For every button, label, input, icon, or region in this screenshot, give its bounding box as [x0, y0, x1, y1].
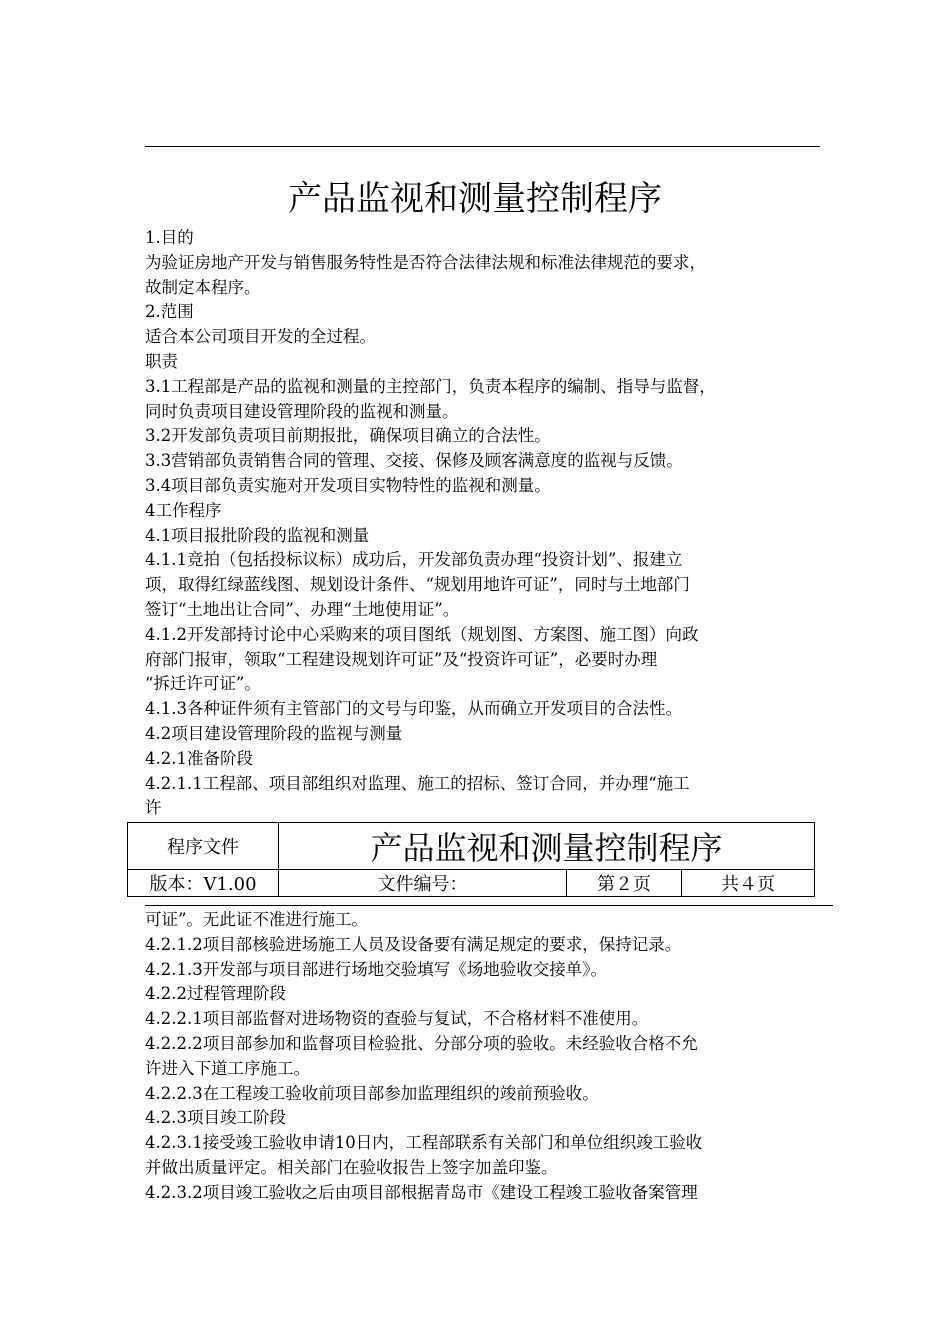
text-line: 适合本公司项目开发的全过程。: [145, 327, 376, 347]
footer-doc-title: 产品监视和测量控制程序: [279, 823, 815, 870]
page-separator-rule: [145, 905, 833, 906]
text-line: 4.2.2.1项目部监督对进场物资的查验与复试，不合格材料不准使用。: [145, 1009, 649, 1029]
text-line: 4.1.2开发部持讨论中心采购来的项目图纸（规划图、方案图、施工图）向政: [145, 624, 699, 644]
text-line: 项，取得红绿蓝线图、规划设计条件、“规划用地许可证”，同时与土地部门: [145, 575, 690, 595]
text-line: 4.2.3.2项目竣工验收之后由项目部根据青岛市《建设工程竣工验收备案管理: [145, 1182, 698, 1202]
page1-body: [145, 226, 820, 821]
text-line: 4.1项目报批阶段的监视和测量: [145, 525, 370, 545]
text-line: 4.1.3各种证件须有主管部门的文号与印鉴，从而确立开发项目的合法性。: [145, 699, 682, 719]
text-line: 府部门报审，领取“工程建设规划许可证”及“投资许可证”，必要时办理: [145, 649, 658, 669]
footer-table: [127, 822, 815, 897]
text-line: 1.目的: [145, 228, 194, 247]
footer-version: 版本：V1.00: [128, 870, 279, 897]
text-line: 3.4项目部负责实施对开发项目实物特性的监视和测量。: [145, 475, 551, 495]
text-line: “拆迁许可证”。: [145, 674, 261, 694]
text-line: 许进入下道工序施工。: [145, 1058, 310, 1078]
page2-body: [145, 908, 820, 1206]
text-line: 故制定本程序。: [145, 277, 261, 297]
text-line: 职责: [145, 351, 178, 371]
text-line: 4.2.2.3在工程竣工验收前项目部参加监理组织的竣前预验收。: [145, 1083, 599, 1103]
footer-page: 第２页: [567, 870, 682, 897]
text-line: 可证”。无此证不准进行施工。: [145, 910, 368, 929]
text-line: 4.2.1.1工程部、项目部组织对监理、施工的招标、签订合同，并办理“施工: [145, 773, 690, 793]
text-line: 签订“土地出让合同”、办理“土地使用证”。: [145, 599, 460, 619]
document-title: 产品监视和测量控制程序: [288, 179, 662, 219]
footer-total: 共４页: [682, 870, 815, 897]
footer-doc-type: 程序文件: [128, 823, 279, 870]
text-line: 4.2.3项目竣工阶段: [145, 1108, 286, 1128]
text-line: 4.2.2.2项目部参加和监督项目检验批、分部分项的验收。未经验收合格不允: [145, 1033, 698, 1053]
text-line: 4.2.3.1接受竣工验收申请10日内，工程部联系有关部门和单位组织竣工验收: [145, 1133, 703, 1153]
text-line: 3.3营销部负责销售合同的管理、交接、保修及顾客满意度的监视与反馈。: [145, 451, 683, 471]
text-line: 4.2项目建设管理阶段的监视与测量: [145, 723, 403, 743]
text-line: 3.1工程部是产品的监视和测量的主控部门，负责本程序的编制、指导与监督，: [145, 376, 716, 396]
text-line: 2.范围: [145, 302, 194, 322]
text-line: 同时负责项目建设管理阶段的监视和测量。: [145, 401, 459, 421]
text-line: 4.2.1准备阶段: [145, 748, 253, 768]
text-line: 为验证房地产开发与销售服务特性是否符合法律法规和标准法律规范的要求，: [145, 252, 706, 272]
text-line: 并做出质量评定。相关部门在验收报告上签字加盖印鉴。: [145, 1157, 558, 1177]
text-line: 4.1.1竞拍（包括投标议标）成功后，开发部负责办理“投资计划”、报建立: [145, 550, 683, 570]
text-line: 4工作程序: [145, 500, 222, 520]
footer-doc-number: 文件编号：: [279, 870, 567, 897]
text-line: 4.2.1.3开发部与项目部进行场地交验填写《场地验收交接单》。: [145, 959, 607, 979]
text-line: 4.2.1.2项目部核验进场施工人员及设备要有满足规定的要求，保持记录。: [145, 934, 682, 954]
text-line: 3.2开发部负责项目前期报批，确保项目确立的合法性。: [145, 426, 551, 446]
text-line: 4.2.2过程管理阶段: [145, 984, 286, 1004]
text-line: 许: [145, 798, 162, 818]
header-rule: [145, 146, 820, 147]
